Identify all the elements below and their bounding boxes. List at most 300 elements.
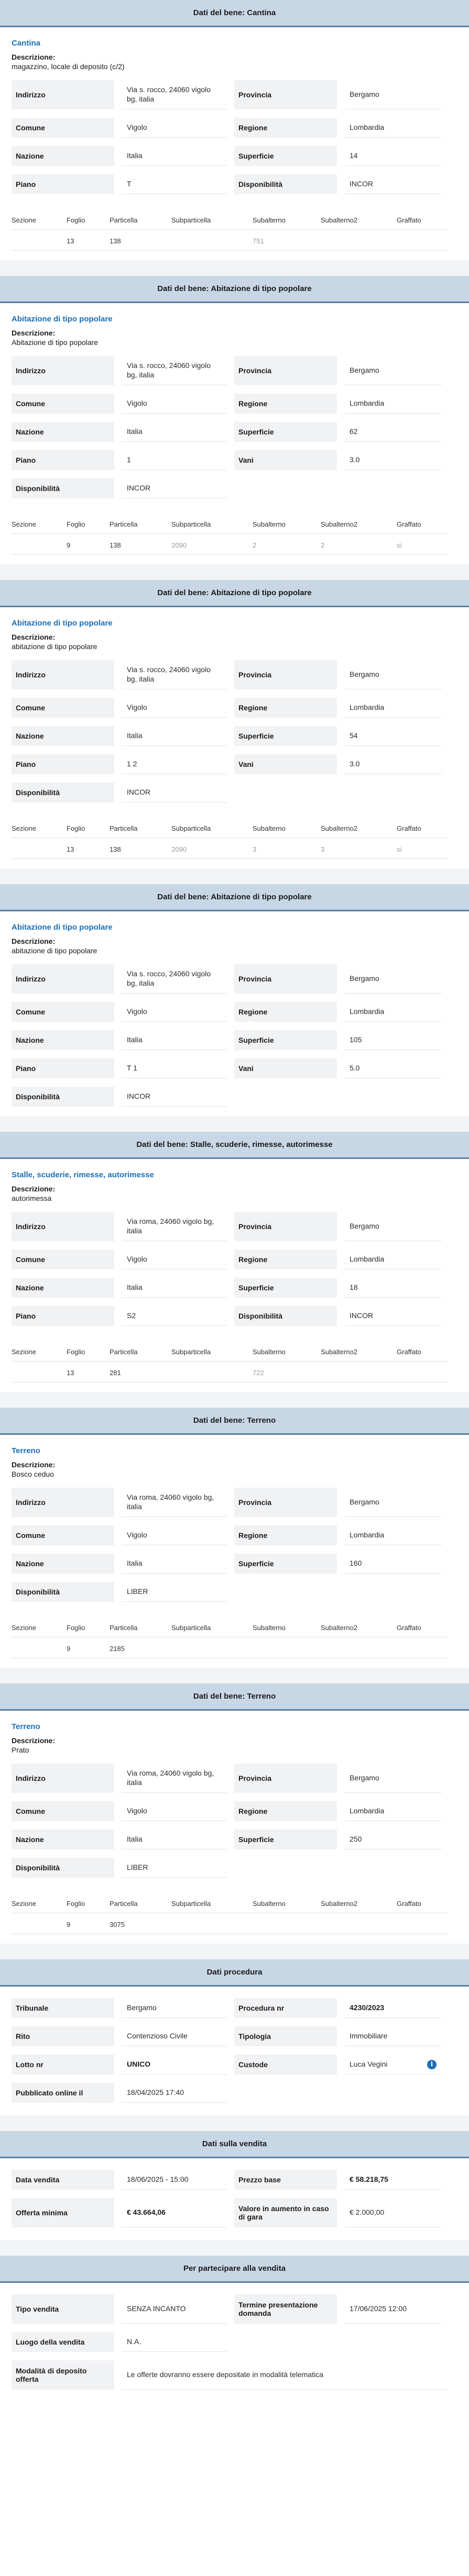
comune-label: Comune — [12, 1002, 114, 1022]
descrizione-label: Descrizione: — [12, 937, 56, 945]
catasto-header-cell: Subparticella — [171, 216, 253, 230]
bene-header: Dati del bene: Cantina — [0, 0, 469, 27]
provincia-value: Bergamo — [344, 356, 442, 385]
superficie-label: Superficie — [234, 726, 337, 746]
bene-details-grid — [12, 964, 457, 1107]
section-gap — [0, 1668, 469, 1683]
catasto-cell: 751 — [253, 230, 321, 251]
catasto-cell — [12, 230, 67, 251]
disponibilita-label: Disponibilità — [234, 1306, 337, 1326]
bene-body — [0, 27, 469, 260]
aumento-label: Valore in aumento in caso di gara — [234, 2198, 337, 2227]
catasto-table — [12, 520, 457, 555]
disponibilita-value: LIBER — [122, 1582, 227, 1602]
partecipare-section — [0, 2256, 469, 2402]
bene-kind-title: Stalle, scuderie, rimesse, autorimesse — [12, 1170, 154, 1179]
regione-value: Lombardia — [344, 118, 442, 138]
superficie-label: Superficie — [234, 1830, 337, 1849]
descrizione-value: abitazione di tipo popolare — [12, 642, 97, 651]
regione-label: Regione — [234, 118, 337, 138]
indirizzo-label: Indirizzo — [12, 1212, 114, 1241]
catasto-cell: 2090 — [171, 534, 253, 555]
bene-kind-title: Terreno — [12, 1446, 40, 1455]
luogo-label: Luogo della vendita — [12, 2332, 114, 2352]
superficie-label: Superficie — [234, 146, 337, 166]
bene-section — [0, 276, 469, 580]
nazione-value: Italia — [122, 1030, 227, 1050]
partecipare-header: Per partecipare alla vendita — [0, 2256, 469, 2283]
bene-details-grid — [12, 1764, 457, 1878]
catasto-header-cell: Subalterno2 — [321, 1348, 397, 1362]
catasto-cell — [171, 1637, 253, 1658]
catasto-header-cell: Sezione — [12, 520, 67, 534]
catasto-cell: 138 — [110, 534, 171, 555]
bene-body — [0, 303, 469, 564]
catasto-cell: 138 — [110, 230, 171, 251]
superficie-label: Superficie — [234, 1030, 337, 1050]
disponibilita-value: INCOR — [122, 1087, 227, 1107]
nazione-value: Italia — [122, 1830, 227, 1849]
vani-label: Vani — [234, 754, 337, 774]
catasto-table — [12, 1348, 457, 1382]
comune-value: Vigolo — [122, 1250, 227, 1269]
catasto-table — [12, 1624, 457, 1658]
bene-details-grid — [12, 356, 457, 498]
data-vendita-value: 18/06/2025 - 15:00 — [122, 2170, 227, 2190]
indirizzo-value: Via roma, 24060 vigolo bg, italia — [122, 1764, 227, 1793]
nazione-label: Nazione — [12, 146, 114, 166]
catasto-cell: 3075 — [110, 1913, 171, 1934]
disponibilita-label: Disponibilità — [12, 1582, 114, 1602]
provincia-value: Bergamo — [344, 964, 442, 994]
disponibilita-label: Disponibilità — [12, 1858, 114, 1878]
prezzo-base-value: € 58.218,75 — [344, 2170, 442, 2190]
regione-value: Lombardia — [344, 1250, 442, 1269]
catasto-header-cell: Particella — [110, 1900, 171, 1913]
piano-value: 1 — [122, 450, 227, 470]
catasto-header-cell: Subalterno — [253, 520, 321, 534]
catasto-cell — [321, 1913, 397, 1934]
tipologia-value: Immobiliare — [344, 2026, 442, 2046]
provincia-value: Bergamo — [344, 80, 442, 109]
catasto-cell: 138 — [110, 838, 171, 859]
catasto-header-cell: Subalterno — [253, 824, 321, 838]
bene-section — [0, 1132, 469, 1408]
superficie-value: 160 — [344, 1554, 442, 1574]
catasto-header-cell: Sezione — [12, 1624, 67, 1637]
superficie-value: 18 — [344, 1278, 442, 1298]
catasto-header-row — [12, 824, 457, 838]
regione-label: Regione — [234, 698, 337, 718]
descrizione-value: abitazione di tipo popolare — [12, 946, 97, 955]
comune-label: Comune — [12, 118, 114, 138]
catasto-cell — [171, 1913, 253, 1934]
catasto-row — [12, 1913, 457, 1934]
offerta-minima-label: Offerta minima — [12, 2198, 114, 2227]
bene-kind-title: Cantina — [12, 39, 41, 48]
catasto-cell: 2090 — [171, 838, 253, 859]
provincia-label: Provincia — [234, 660, 337, 689]
catasto-row — [12, 1637, 457, 1658]
catasto-cell — [171, 1362, 253, 1382]
bene-body — [0, 1159, 469, 1392]
disponibilita-label: Disponibilità — [12, 1087, 114, 1107]
modalita-value: Le offerte dovranno essere depositate in modalità telematica — [122, 2360, 449, 2390]
indirizzo-value: Via roma, 24060 vigolo bg, italia — [122, 1488, 227, 1517]
catasto-table — [12, 216, 457, 251]
comune-value: Vigolo — [122, 118, 227, 138]
indirizzo-label: Indirizzo — [12, 964, 114, 994]
provincia-label: Provincia — [234, 80, 337, 109]
lotto-value: UNICO — [122, 2055, 227, 2075]
indirizzo-label: Indirizzo — [12, 660, 114, 689]
catasto-header-cell: Subparticella — [171, 1348, 253, 1362]
catasto-row — [12, 1362, 457, 1382]
superficie-value: 105 — [344, 1030, 442, 1050]
section-gap — [0, 868, 469, 884]
vendita-header: Dati sulla vendita — [0, 2131, 469, 2158]
bene-details-grid — [12, 1212, 457, 1326]
piano-value: S2 — [122, 1306, 227, 1326]
catasto-header-cell: Particella — [110, 520, 171, 534]
catasto-cell: si — [397, 534, 449, 555]
luogo-value: N.A. — [122, 2332, 227, 2352]
bene-body — [0, 1711, 469, 1944]
indirizzo-value: Via s. rocco, 24060 vigolo bg, italia — [122, 660, 227, 689]
provincia-label: Provincia — [234, 356, 337, 385]
tipo-vendita-value: SENZA INCANTO — [122, 2294, 227, 2324]
nazione-label: Nazione — [12, 422, 114, 442]
indirizzo-value: Via s. rocco, 24060 vigolo bg, italia — [122, 964, 227, 994]
bene-header: Dati del bene: Terreno — [0, 1408, 469, 1435]
section-gap — [0, 1944, 469, 1959]
nazione-label: Nazione — [12, 726, 114, 746]
disponibilita-value: INCOR — [122, 478, 227, 498]
catasto-header-cell: Sezione — [12, 216, 67, 230]
vani-label: Vani — [234, 1058, 337, 1078]
regione-label: Regione — [234, 1525, 337, 1545]
section-gap — [0, 564, 469, 580]
bene-body — [0, 1435, 469, 1668]
bene-details-grid — [12, 660, 457, 802]
indirizzo-value: Via s. rocco, 24060 vigolo bg, italia — [122, 80, 227, 109]
nazione-value: Italia — [122, 726, 227, 746]
nazione-value: Italia — [122, 1278, 227, 1298]
custode-label: Custode — [234, 2055, 337, 2075]
catasto-cell — [253, 1913, 321, 1934]
catasto-header-cell: Particella — [110, 1348, 171, 1362]
comune-label: Comune — [12, 698, 114, 718]
bene-details-grid — [12, 1488, 457, 1602]
catasto-header-cell: Graffato — [397, 1900, 449, 1913]
nazione-label: Nazione — [12, 1830, 114, 1849]
catasto-table — [12, 824, 457, 859]
catasto-cell — [397, 1913, 449, 1934]
catasto-cell — [12, 1637, 67, 1658]
disponibilita-value: INCOR — [344, 1306, 442, 1326]
tipo-vendita-label: Tipo vendita — [12, 2294, 114, 2324]
regione-value: Lombardia — [344, 698, 442, 718]
tribunale-label: Tribunale — [12, 1998, 114, 2018]
catasto-cell — [397, 1362, 449, 1382]
catasto-header-row — [12, 216, 457, 230]
rito-value: Contenzioso Civile — [122, 2026, 227, 2046]
bene-section — [0, 1683, 469, 1959]
catasto-header-cell: Subparticella — [171, 520, 253, 534]
catasto-cell — [397, 1637, 449, 1658]
section-gap — [0, 1392, 469, 1408]
vendita-section — [0, 2131, 469, 2256]
bene-details-grid — [12, 80, 457, 194]
procedura-header: Dati procedura — [0, 1959, 469, 1987]
regione-value: Lombardia — [344, 394, 442, 414]
termine-value: 17/06/2025 12:00 — [344, 2294, 442, 2324]
catasto-header-cell: Subparticella — [171, 1624, 253, 1637]
superficie-value: 62 — [344, 422, 442, 442]
bene-kind-title: Terreno — [12, 1722, 40, 1731]
modalita-label: Modalità di deposito offerta — [12, 2360, 114, 2390]
catasto-cell — [12, 838, 67, 859]
vani-value: 3.0 — [344, 754, 442, 774]
indirizzo-label: Indirizzo — [12, 80, 114, 109]
provincia-value: Bergamo — [344, 660, 442, 689]
catasto-header-cell: Sezione — [12, 824, 67, 838]
catasto-cell — [321, 230, 397, 251]
piano-value: T — [122, 174, 227, 194]
catasto-header-cell: Graffato — [397, 216, 449, 230]
catasto-cell: 13 — [67, 1362, 110, 1382]
descrizione-value: Prato — [12, 1746, 29, 1754]
catasto-header-cell: Foglio — [67, 1348, 110, 1362]
descrizione-label: Descrizione: — [12, 1185, 56, 1193]
comune-value: Vigolo — [122, 698, 227, 718]
superficie-value: 14 — [344, 146, 442, 166]
catasto-cell: 3 — [321, 838, 397, 859]
nazione-label: Nazione — [12, 1278, 114, 1298]
catasto-header-cell: Subalterno — [253, 1900, 321, 1913]
bene-kind-title: Abitazione di tipo popolare — [12, 315, 113, 324]
nazione-label: Nazione — [12, 1030, 114, 1050]
procedura-section — [0, 1959, 469, 2131]
descrizione-label: Descrizione: — [12, 53, 56, 61]
vani-label: Vani — [234, 450, 337, 470]
tipologia-label: Tipologia — [234, 2026, 337, 2046]
catasto-header-cell: Particella — [110, 1624, 171, 1637]
pubblicato-value: 18/04/2025 17:40 — [122, 2083, 227, 2103]
nazione-value: Italia — [122, 1554, 227, 1574]
descrizione-label: Descrizione: — [12, 1460, 56, 1469]
regione-value: Lombardia — [344, 1525, 442, 1545]
custode-value — [344, 2055, 442, 2075]
disponibilita-label: Disponibilità — [12, 478, 114, 498]
section-gap — [0, 260, 469, 276]
regione-label: Regione — [234, 394, 337, 414]
catasto-header-row — [12, 1624, 457, 1637]
descrizione-value: Abitazione di tipo popolare — [12, 338, 99, 347]
piano-label: Piano — [12, 174, 114, 194]
catasto-header-cell: Graffato — [397, 520, 449, 534]
lotto-label: Lotto nr — [12, 2055, 114, 2075]
bene-section — [0, 884, 469, 1132]
descrizione-label: Descrizione: — [12, 633, 56, 641]
rito-label: Rito — [12, 2026, 114, 2046]
bene-body — [0, 911, 469, 1116]
bene-header: Dati del bene: Terreno — [0, 1683, 469, 1711]
vani-value: 5.0 — [344, 1058, 442, 1078]
catasto-cell: 2 — [253, 534, 321, 555]
catasto-header-cell: Subalterno — [253, 1624, 321, 1637]
section-gap — [0, 2240, 469, 2256]
comune-label: Comune — [12, 1250, 114, 1269]
catasto-cell — [397, 230, 449, 251]
provincia-label: Provincia — [234, 1488, 337, 1517]
catasto-cell: 9 — [67, 534, 110, 555]
catasto-header-cell: Foglio — [67, 520, 110, 534]
catasto-header-cell: Subalterno2 — [321, 1900, 397, 1913]
catasto-cell: 281 — [110, 1362, 171, 1382]
catasto-header-cell: Subalterno — [253, 1348, 321, 1362]
nazione-value: Italia — [122, 422, 227, 442]
data-vendita-label: Data vendita — [12, 2170, 114, 2190]
catasto-cell: 3 — [253, 838, 321, 859]
catasto-cell — [321, 1362, 397, 1382]
comune-value: Vigolo — [122, 394, 227, 414]
catasto-header-row — [12, 520, 457, 534]
piano-value: 1 2 — [122, 754, 227, 774]
prezzo-base-label: Prezzo base — [234, 2170, 337, 2190]
regione-label: Regione — [234, 1002, 337, 1022]
superficie-label: Superficie — [234, 1278, 337, 1298]
provincia-label: Provincia — [234, 1212, 337, 1241]
catasto-cell: 722 — [253, 1362, 321, 1382]
catasto-header-cell: Sezione — [12, 1900, 67, 1913]
catasto-header-cell: Subalterno — [253, 216, 321, 230]
catasto-header-cell: Foglio — [67, 824, 110, 838]
catasto-cell: 9 — [67, 1637, 110, 1658]
catasto-cell: 9 — [67, 1913, 110, 1934]
catasto-header-cell: Foglio — [67, 1624, 110, 1637]
provincia-value: Bergamo — [344, 1764, 442, 1793]
comune-label: Comune — [12, 1525, 114, 1545]
descrizione-value: Bosco ceduo — [12, 1470, 54, 1478]
disponibilita-value: INCOR — [122, 783, 227, 802]
pubblicato-label: Pubblicato online il — [12, 2083, 114, 2103]
catasto-header-cell: Graffato — [397, 1348, 449, 1362]
provincia-value: Bergamo — [344, 1212, 442, 1241]
catasto-header-cell: Sezione — [12, 1348, 67, 1362]
catasto-cell — [253, 1637, 321, 1658]
catasto-header-cell: Foglio — [67, 1900, 110, 1913]
comune-label: Comune — [12, 1801, 114, 1821]
bene-header: Dati del bene: Abitazione di tipo popolare — [0, 580, 469, 607]
section-gap — [0, 1116, 469, 1132]
termine-label: Termine presentazione domanda — [234, 2294, 337, 2324]
catasto-header-row — [12, 1348, 457, 1362]
catasto-header-row — [12, 1900, 457, 1913]
bene-section — [0, 1408, 469, 1683]
comune-label: Comune — [12, 394, 114, 414]
indirizzo-label: Indirizzo — [12, 356, 114, 385]
comune-value: Vigolo — [122, 1002, 227, 1022]
superficie-value: 54 — [344, 726, 442, 746]
offerta-minima-value: € 43.664,06 — [122, 2198, 227, 2227]
nazione-value: Italia — [122, 146, 227, 166]
catasto-header-cell: Graffato — [397, 1624, 449, 1637]
piano-value: T 1 — [122, 1058, 227, 1078]
superficie-label: Superficie — [234, 1554, 337, 1574]
aumento-value: € 2.000,00 — [344, 2198, 442, 2227]
catasto-row — [12, 230, 457, 251]
catasto-header-cell: Graffato — [397, 824, 449, 838]
section-gap — [0, 2115, 469, 2131]
regione-value: Lombardia — [344, 1801, 442, 1821]
provincia-label: Provincia — [234, 964, 337, 994]
disponibilita-value: INCOR — [344, 174, 442, 194]
provincia-label: Provincia — [234, 1764, 337, 1793]
bene-section — [0, 0, 469, 276]
catasto-header-cell: Subalterno2 — [321, 520, 397, 534]
catasto-cell — [12, 1362, 67, 1382]
disponibilita-value: LIBER — [122, 1858, 227, 1878]
indirizzo-label: Indirizzo — [12, 1488, 114, 1517]
indirizzo-value: Via s. rocco, 24060 vigolo bg, italia — [122, 356, 227, 385]
provincia-value: Bergamo — [344, 1488, 442, 1517]
info-icon[interactable]: i — [427, 2060, 437, 2069]
piano-label: Piano — [12, 754, 114, 774]
catasto-cell — [321, 1637, 397, 1658]
catasto-header-cell: Subalterno2 — [321, 1624, 397, 1637]
catasto-cell — [12, 1913, 67, 1934]
catasto-header-cell: Particella — [110, 824, 171, 838]
bene-header: Dati del bene: Abitazione di tipo popolare — [0, 276, 469, 303]
catasto-cell — [171, 230, 253, 251]
catasto-header-cell: Subalterno2 — [321, 824, 397, 838]
superficie-label: Superficie — [234, 422, 337, 442]
catasto-cell: si — [397, 838, 449, 859]
catasto-cell: 2 — [321, 534, 397, 555]
catasto-row — [12, 534, 457, 555]
piano-label: Piano — [12, 1058, 114, 1078]
descrizione-value: magazzino, locale di deposito (c/2) — [12, 62, 125, 71]
bene-kind-title: Abitazione di tipo popolare — [12, 619, 113, 628]
procedura-label: Procedura nr — [234, 1998, 337, 2018]
catasto-cell: 13 — [67, 230, 110, 251]
superficie-value: 250 — [344, 1830, 442, 1849]
regione-label: Regione — [234, 1801, 337, 1821]
catasto-cell: 13 — [67, 838, 110, 859]
custode-name: Luca Vegini — [350, 2059, 388, 2068]
bene-section — [0, 580, 469, 884]
indirizzo-value: Via roma, 24060 vigolo bg, italia — [122, 1212, 227, 1241]
bene-header: Dati del bene: Stalle, scuderie, rimesse, autorimesse — [0, 1132, 469, 1159]
regione-value: Lombardia — [344, 1002, 442, 1022]
nazione-label: Nazione — [12, 1554, 114, 1574]
descrizione-value: autorimessa — [12, 1194, 52, 1202]
regione-label: Regione — [234, 1250, 337, 1269]
catasto-cell: 2185 — [110, 1637, 171, 1658]
comune-value: Vigolo — [122, 1801, 227, 1821]
procedura-value: 4230/2023 — [344, 1998, 442, 2018]
catasto-header-cell: Subparticella — [171, 824, 253, 838]
catasto-table — [12, 1900, 457, 1934]
catasto-header-cell: Particella — [110, 216, 171, 230]
catasto-cell — [12, 534, 67, 555]
catasto-header-cell: Subalterno2 — [321, 216, 397, 230]
bene-kind-title: Abitazione di tipo popolare — [12, 923, 113, 932]
piano-label: Piano — [12, 450, 114, 470]
piano-label: Piano — [12, 1306, 114, 1326]
catasto-header-cell: Subparticella — [171, 1900, 253, 1913]
